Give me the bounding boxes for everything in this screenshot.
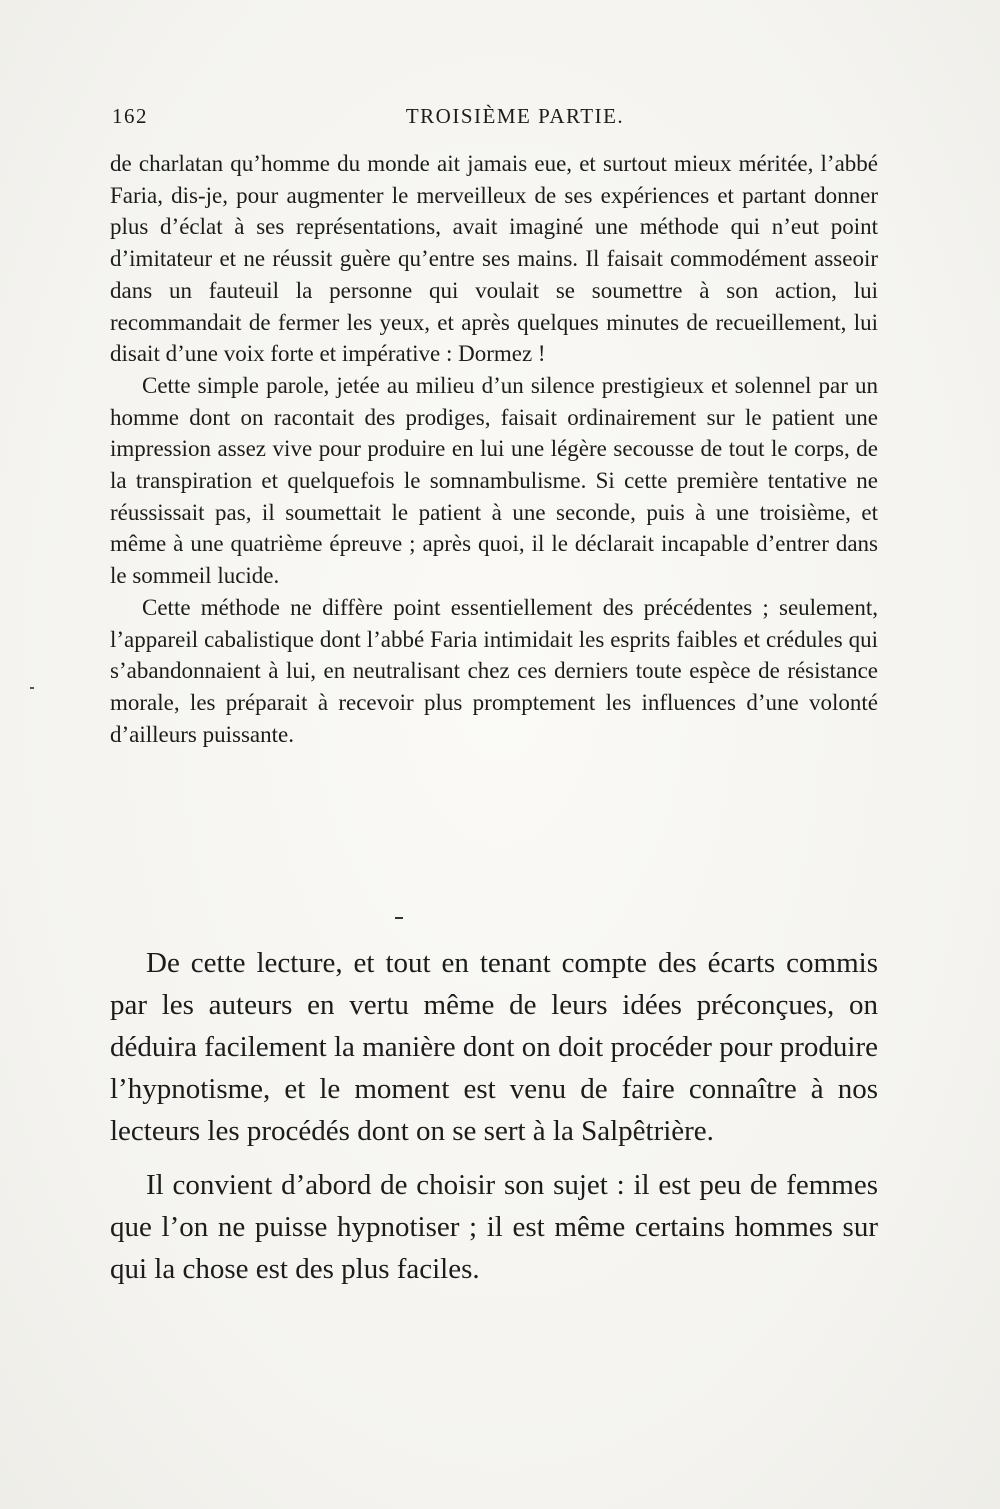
quote-paragraph-1: de charlatan qu’homme du monde ait jamais eue, et surtout mieux méritée, l’abbé Faria, dis-je, pour augmenter le merveilleux de ses expériences et partant donner plus d’éclat à ses représentations, avait imaginé une méthode qui n’eut point d’imitateur et ne réussit guère qu’entre ses mains. Il faisait commodément asseoir dans un fauteuil la personne qui voulait se soumettre à son action, lui recommandait de fermer les yeux, et après quelques minutes de recueillement, lui disait d’une voix forte et impérative : Dormez !	[110, 151, 878, 367]
page-number: 162	[112, 104, 148, 128]
main-paragraph-1: De cette lecture, et tout en tenant compte des écarts commis par les auteurs en vertu même de leurs idées préconçues, on déduira facilement la manière dont on doit procéder pour produire l’hypnotisme, et le moment est venu de faire connaître à nos lecteurs les procédés dont on se sert à la Salpêtrière.	[110, 947, 878, 1147]
page-header	[112, 104, 878, 134]
margin-speck	[30, 687, 34, 689]
main-paragraph-2: Il convient d’abord de choisir son sujet : il est peu de femmes que l’on ne puisse hypnotiser ; il est même certains hommes sur qui la chose est des plus faciles.	[110, 1169, 878, 1285]
section-divider	[395, 917, 403, 919]
main-passage	[110, 942, 878, 1290]
quote-paragraph-2: Cette simple parole, jetée au milieu d’un silence prestigieux et solennel par un homme dont on racontait des prodiges, faisait ordinairement sur le patient une impression assez vive pour produire en lui une légère secousse de tout le corps, de la transpiration et quelquefois le somnambulisme. Si cette première tentative ne réussissait pas, il soumettait le patient à une seconde, puis à une troisième, et même à une quatrième épreuve ; après quoi, il le déclarait incapable d’entrer dans le sommeil lucide.	[110, 372, 878, 589]
quoted-passage	[110, 148, 878, 750]
quote-paragraph-3: Cette méthode ne diffère point essentiellement des précédentes ; seulement, l’appareil cabalistique dont l’abbé Faria intimidait les esprits faibles et crédules qui s’abandonnaient à lui, en neutralisant chez ces derniers toute espèce de résistance morale, les préparait à recevoir plus promptement les influences d’une volonté d’ailleurs puissante.	[110, 594, 878, 747]
running-title: TROISIÈME PARTIE.	[405, 104, 625, 128]
